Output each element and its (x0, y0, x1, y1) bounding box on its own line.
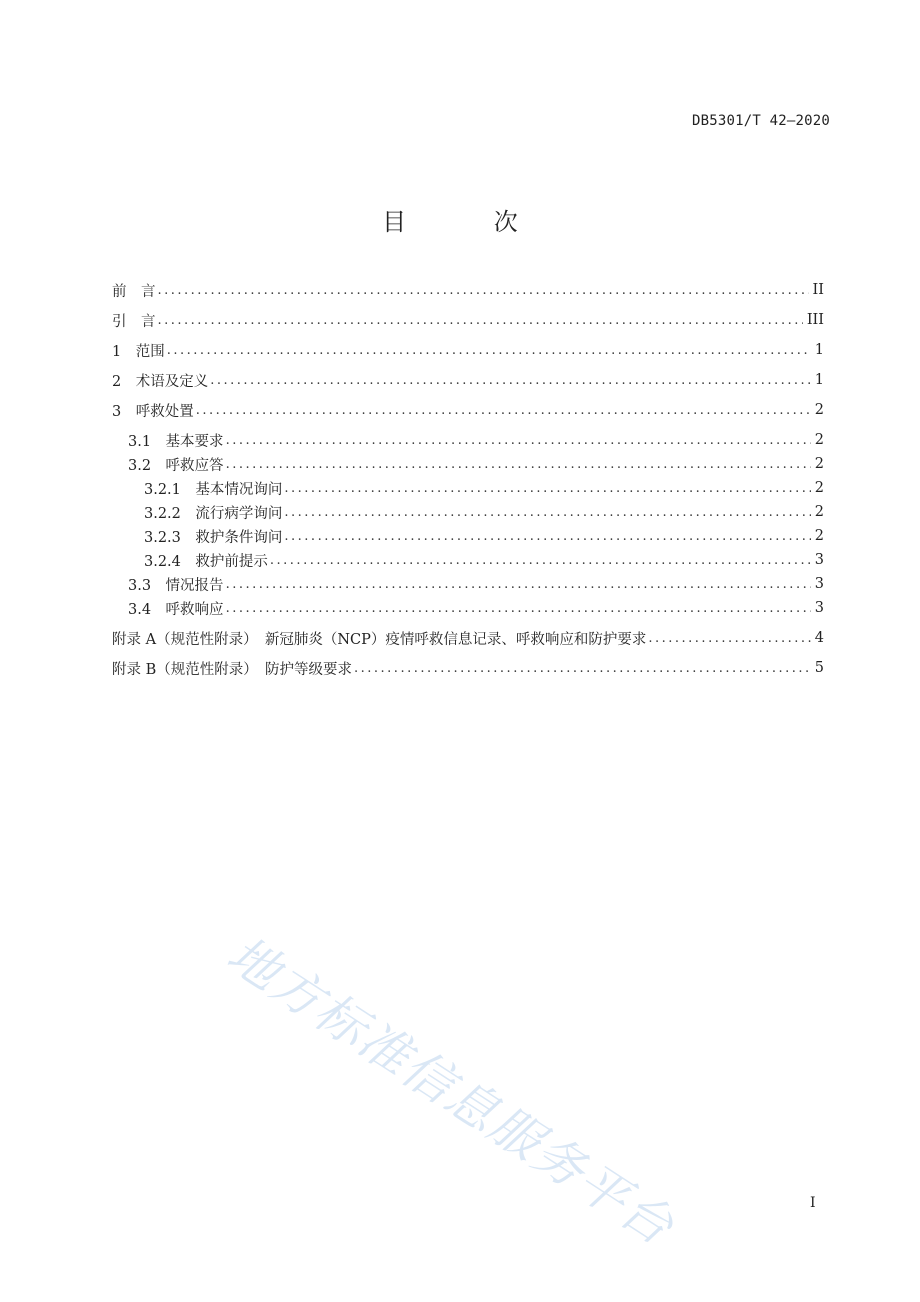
toc-entry-label: 引 言 (112, 313, 156, 330)
toc-leader-dots (226, 577, 811, 592)
toc-leader-dots (284, 481, 810, 496)
toc-leader-dots (158, 283, 809, 298)
toc-entry-label: 3.2.1 基本情况询问 (144, 481, 283, 498)
toc-entry-appendix-b[interactable] (112, 656, 824, 680)
toc-entry-page: II (812, 282, 824, 298)
watermark: 地方标准信息服务平台 (217, 925, 685, 1257)
toc-entry-3-2-4[interactable] (144, 548, 824, 572)
toc-entry-label: 2 术语及定义 (112, 373, 209, 390)
toc-entry-label: 3.1 基本要求 (128, 433, 224, 450)
toc-entry-label: 附录 B（规范性附录） 防护等级要求 (112, 661, 353, 678)
toc-entry-page: 3 (814, 600, 824, 616)
toc-entry-page: III (806, 312, 824, 328)
toc-leader-dots (284, 505, 810, 520)
toc-leader-dots (196, 403, 811, 418)
toc-entry-3-2-3[interactable] (144, 524, 824, 548)
toc-entry-page: 2 (814, 504, 824, 520)
toc-leader-dots (284, 529, 810, 544)
toc-entry-label: 3.2.2 流行病学询问 (144, 505, 283, 522)
toc-entry-label: 3.3 情况报告 (128, 577, 224, 594)
page-number: I (810, 1195, 816, 1211)
toc-entry-3-3[interactable] (128, 572, 824, 596)
toc-entry-terms[interactable] (112, 368, 824, 392)
toc-entry-label: 3.2.4 救护前提示 (144, 553, 268, 570)
toc-entry-label: 1 范围 (112, 343, 165, 360)
toc-entry-3-1[interactable] (128, 428, 824, 452)
toc-leader-dots (226, 457, 811, 472)
toc-leader-dots (210, 373, 811, 388)
toc-entry-scope[interactable] (112, 338, 824, 362)
toc-entry-page: 2 (814, 402, 824, 418)
toc-entry-page: 2 (814, 528, 824, 544)
toc-entry-page: 5 (814, 660, 824, 676)
page-title: 目 次 (382, 208, 558, 236)
document-code: DB5301/T 42—2020 (691, 113, 830, 129)
toc-entry-appendix-a[interactable] (112, 626, 824, 650)
toc-entry-introduction[interactable] (112, 308, 824, 332)
toc-entry-3-2-2[interactable] (144, 500, 824, 524)
toc-leader-dots (158, 313, 803, 328)
toc-entry-page: 3 (814, 552, 824, 568)
toc-entry-section-3[interactable] (112, 398, 824, 422)
toc-entry-label: 3.2 呼救应答 (128, 457, 224, 474)
toc-entry-page: 2 (814, 456, 824, 472)
toc-entry-page: 1 (814, 372, 824, 388)
toc-entry-foreword[interactable] (112, 278, 824, 302)
toc-entry-3-4[interactable] (128, 596, 824, 620)
toc-entry-3-2-1[interactable] (144, 476, 824, 500)
toc-entry-3-2[interactable] (128, 452, 824, 476)
toc-leader-dots (354, 661, 811, 676)
toc-entry-label: 附录 A（规范性附录） 新冠肺炎（NCP）疫情呼救信息记录、呼救响应和防护要求 (112, 631, 647, 648)
toc-leader-dots (270, 553, 811, 568)
toc-entry-page: 4 (814, 630, 824, 646)
toc-entry-page: 3 (814, 576, 824, 592)
toc-leader-dots (226, 433, 811, 448)
toc-entry-label: 前 言 (112, 283, 156, 300)
toc-entry-page: 2 (814, 432, 824, 448)
toc-leader-dots (167, 343, 811, 358)
toc-entry-page: 1 (814, 342, 824, 358)
toc-leader-dots (648, 631, 810, 646)
toc-entry-label: 3.4 呼救响应 (128, 601, 224, 618)
toc-leader-dots (226, 601, 811, 616)
toc-entry-page: 2 (814, 480, 824, 496)
toc-entry-label: 3.2.3 救护条件询问 (144, 529, 283, 546)
toc-entry-label: 3 呼救处置 (112, 403, 194, 420)
